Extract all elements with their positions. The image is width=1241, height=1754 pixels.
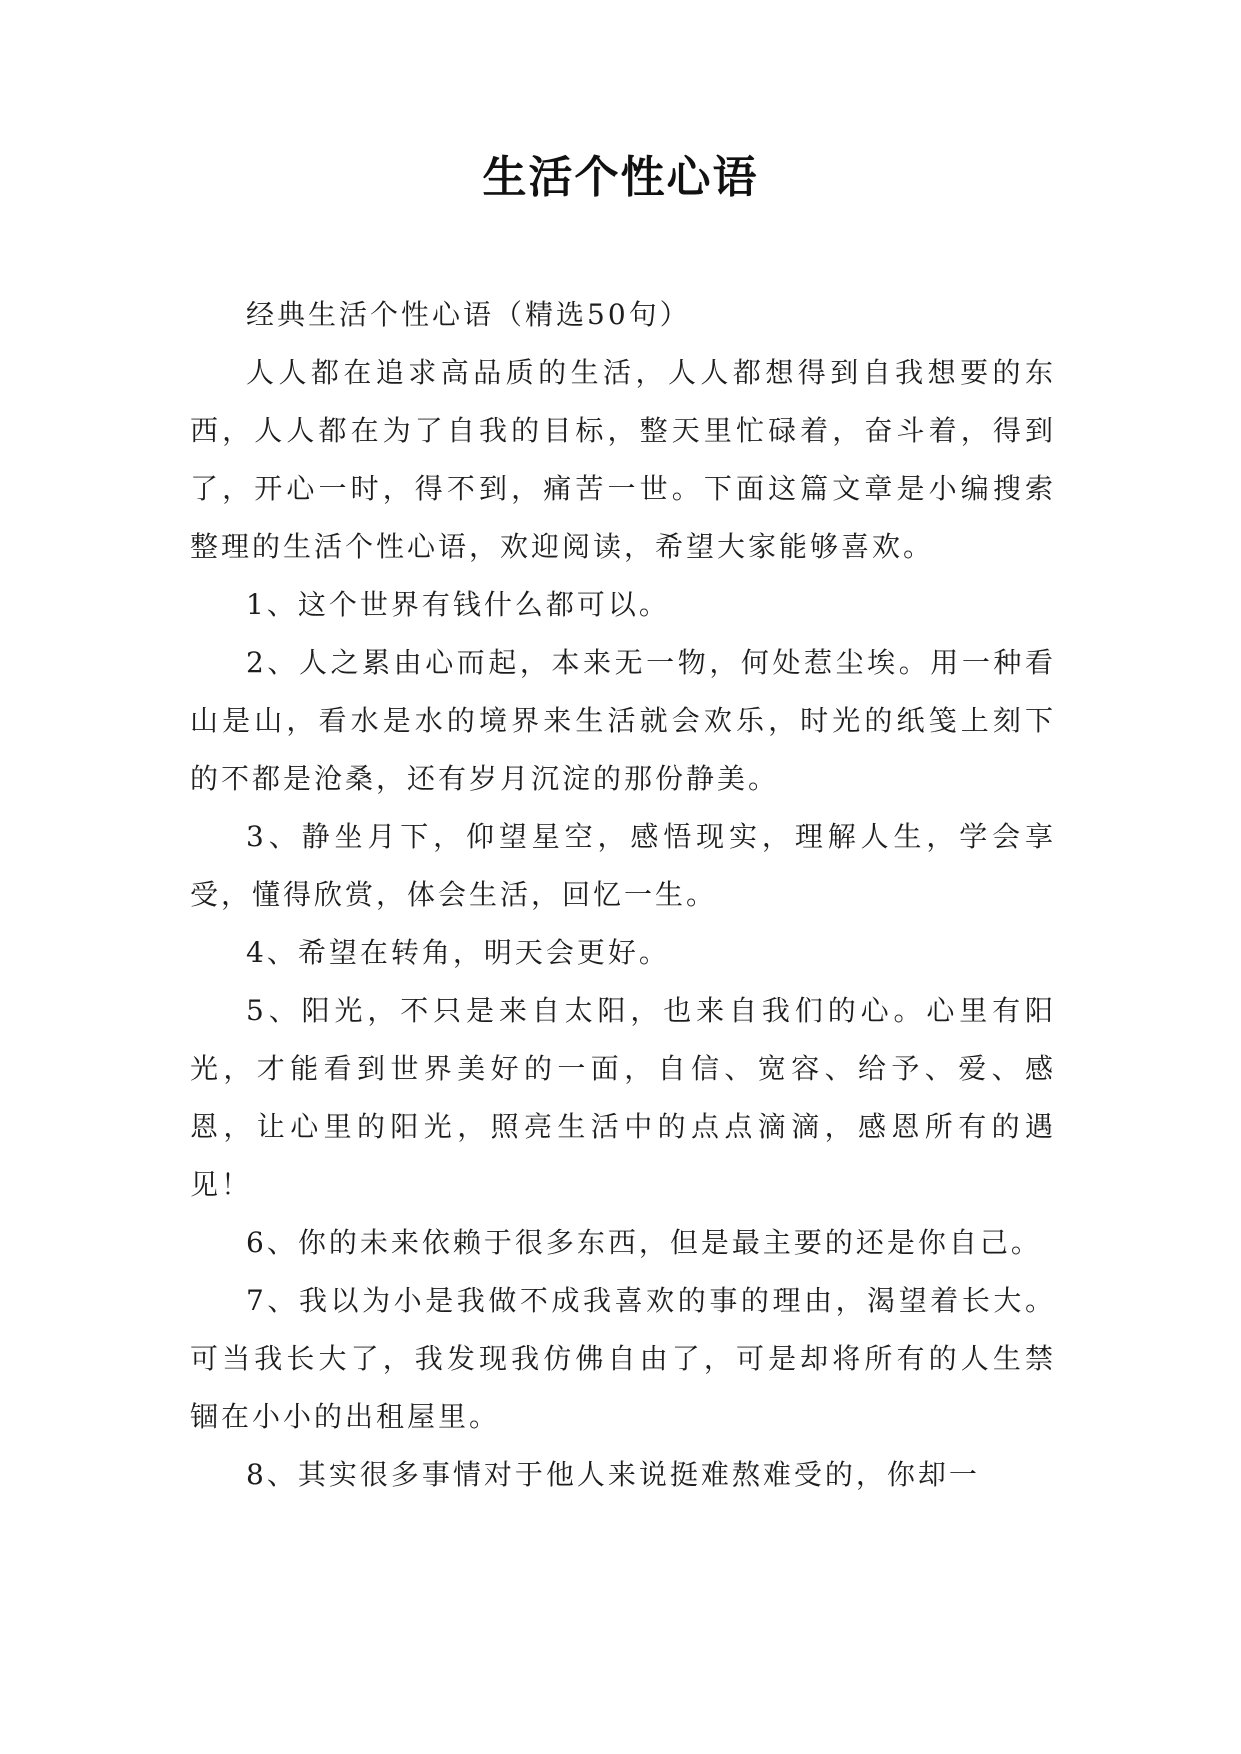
- document-body: [190, 286, 1056, 1504]
- quote-item-6: 6、你的未来依赖于很多东西，但是最主要的还是你自己。: [246, 1226, 1042, 1259]
- intro-paragraph: 人人都在追求高品质的生活，人人都想得到自我想要的东西，人人都在为了自我的目标，整天里忙碌着，奋斗着，得到了，开心一时，得不到，痛苦一世。下面这篇文章是小编搜索整理的生活个性心语，欢迎阅读，希望大家能够喜欢。: [190, 356, 1056, 563]
- quote-item-8: 8、其实很多事情对于他人来说挺难熬难受的，你却一: [246, 1458, 980, 1491]
- quote-item-5: 5、阳光，不只是来自太阳，也来自我们的心。心里有阳光，才能看到世界美好的一面，自信、宽容、给予、爱、感恩，让心里的阳光，照亮生活中的点点滴滴，感恩所有的遇见！: [190, 994, 1056, 1201]
- quote-item-3: 3、静坐月下，仰望星空，感悟现实，理解人生，学会享受，懂得欣赏，体会生活，回忆一生。: [190, 820, 1056, 911]
- quote-item-7: 7、我以为小是我做不成我喜欢的事的理由，渴望着长大。可当我长大了，我发现我仿佛自由了，可是却将所有的人生禁锢在小小的出租屋里。: [190, 1284, 1056, 1433]
- quote-item-1: 1、这个世界有钱什么都可以。: [246, 588, 670, 621]
- subtitle-paragraph: 经典生活个性心语（精选50句）: [246, 298, 691, 331]
- quote-item-4: 4、希望在转角，明天会更好。: [246, 936, 670, 969]
- document-title: 生活个性心语: [482, 152, 759, 203]
- quote-item-2: 2、人之累由心而起，本来无一物，何处惹尘埃。用一种看山是山，看水是水的境界来生活就会欢乐，时光的纸笺上刻下的不都是沧桑，还有岁月沉淀的那份静美。: [190, 646, 1056, 795]
